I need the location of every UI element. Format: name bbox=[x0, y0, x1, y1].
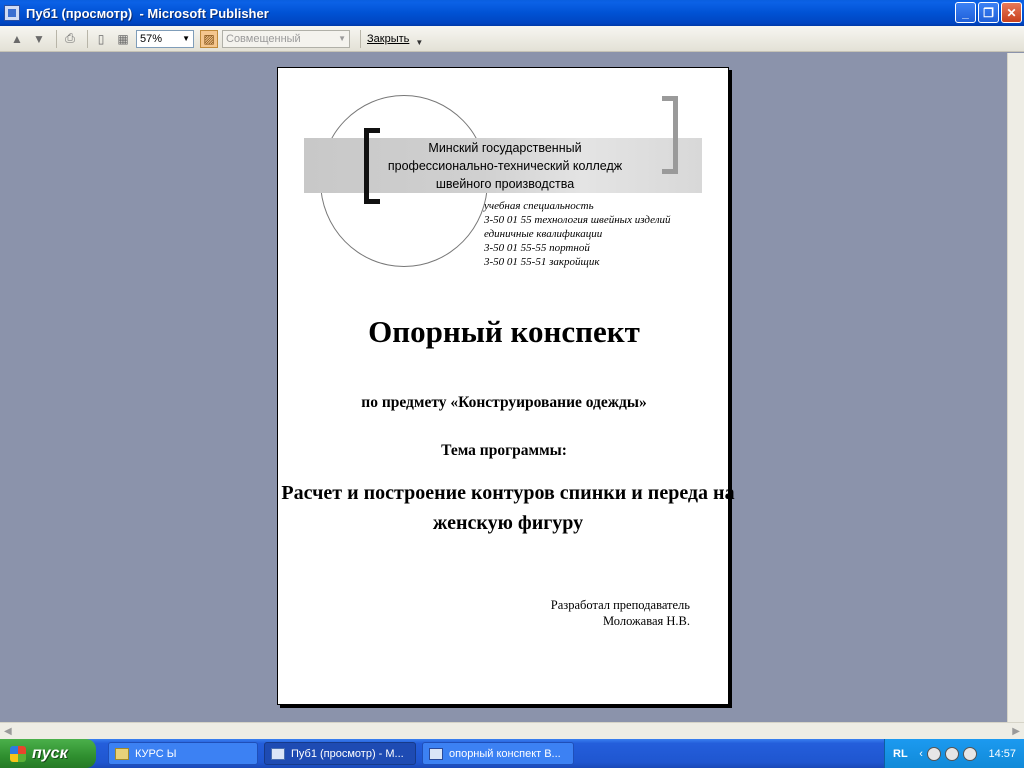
specialty-line: 3-50 01 55-55 портной bbox=[484, 242, 590, 254]
taskbar bbox=[0, 739, 1024, 768]
toolbar-separator bbox=[360, 30, 361, 48]
multiple-pages-icon[interactable]: ▦ bbox=[117, 31, 129, 46]
chevron-left-icon[interactable]: ‹ bbox=[919, 747, 923, 760]
language-indicator[interactable]: RL bbox=[893, 747, 908, 760]
college-name: Минский государственный профессионально-технический колледж швейного производства bbox=[387, 141, 623, 191]
decorative-bracket-right bbox=[662, 96, 678, 174]
specialty-line: единичные квалификации bbox=[484, 228, 603, 240]
folder-icon bbox=[115, 748, 129, 760]
windows-logo-icon bbox=[10, 746, 26, 762]
print-preview-toolbar bbox=[0, 26, 1024, 52]
author-name: Моложавая Н.В. bbox=[602, 614, 690, 628]
zoom-select[interactable] bbox=[136, 30, 194, 48]
view-mode-select[interactable] bbox=[222, 30, 350, 48]
taskbar-item-label: Пуб1 (просмотр) - M... bbox=[291, 747, 404, 760]
title-bar bbox=[0, 0, 1024, 26]
close-window-button[interactable]: ✕ bbox=[1001, 2, 1022, 23]
next-page-icon[interactable]: ▼ bbox=[33, 31, 45, 46]
window-title: Пуб1 (просмотр) - Microsoft Publisher bbox=[26, 5, 269, 21]
scroll-right-icon[interactable]: ▶ bbox=[1012, 725, 1020, 737]
minimize-button[interactable]: _ bbox=[955, 2, 976, 23]
theme-label: Тема программы: bbox=[441, 442, 567, 459]
chevron-down-icon: ▼ bbox=[182, 34, 190, 43]
word-document-icon bbox=[429, 748, 443, 760]
close-preview-button[interactable]: Закрыть bbox=[367, 32, 410, 45]
taskbar-item-label: опорный конспект В... bbox=[449, 747, 561, 760]
antivirus-icon[interactable] bbox=[945, 747, 959, 761]
taskbar-item-label: КУРС Ы bbox=[135, 747, 177, 760]
publisher-icon bbox=[271, 748, 285, 760]
view-mode-value: Совмещенный bbox=[226, 32, 301, 45]
subject-line: по предмету «Конструирование одежды» bbox=[361, 394, 647, 411]
toolbar-options-icon[interactable]: ▼ bbox=[415, 38, 424, 47]
author-role: Разработал преподаватель bbox=[550, 598, 690, 612]
volume-icon[interactable] bbox=[963, 747, 977, 761]
zoom-value: 57% bbox=[140, 32, 163, 45]
previous-page-icon[interactable]: ▲ bbox=[11, 31, 23, 46]
taskbar-item-publisher[interactable] bbox=[264, 742, 416, 765]
specialty-line: 3-50 01 55-51 закройщик bbox=[484, 256, 600, 268]
taskbar-item-folder[interactable] bbox=[108, 742, 258, 765]
tray-icons bbox=[919, 747, 977, 761]
single-page-icon[interactable]: ▯ bbox=[97, 31, 105, 46]
vertical-scrollbar[interactable] bbox=[1007, 53, 1024, 722]
toolbar-separator bbox=[56, 30, 57, 48]
specialty-block bbox=[484, 199, 671, 269]
clock[interactable]: 14:57 bbox=[988, 747, 1016, 760]
document-page bbox=[277, 67, 735, 705]
specialty-line: 3-50 01 55 технология швейных изделий bbox=[484, 214, 671, 226]
specialty-line: учебная специальность bbox=[484, 200, 594, 212]
document-title: Опорный конспект bbox=[368, 314, 640, 349]
print-icon[interactable]: ⎙ bbox=[65, 31, 75, 45]
toolbar-separator bbox=[87, 30, 88, 48]
scroll-left-icon[interactable]: ◀ bbox=[4, 725, 12, 737]
color-mode-icon[interactable]: ▨ bbox=[200, 30, 218, 48]
network-icon[interactable] bbox=[927, 747, 941, 761]
start-button[interactable] bbox=[0, 739, 96, 768]
start-label: пуск bbox=[32, 744, 68, 762]
system-tray bbox=[884, 739, 1024, 768]
chevron-down-icon: ▼ bbox=[338, 34, 346, 43]
author-block bbox=[551, 597, 690, 629]
theme-text: Расчет и построение контуров спинки и переда на женскую фигуру bbox=[281, 482, 735, 534]
horizontal-scrollbar[interactable] bbox=[0, 722, 1024, 739]
publisher-app-icon[interactable] bbox=[4, 5, 20, 21]
window-controls bbox=[955, 2, 1022, 23]
maximize-button[interactable]: ❐ bbox=[978, 2, 999, 23]
taskbar-item-word[interactable] bbox=[422, 742, 574, 765]
